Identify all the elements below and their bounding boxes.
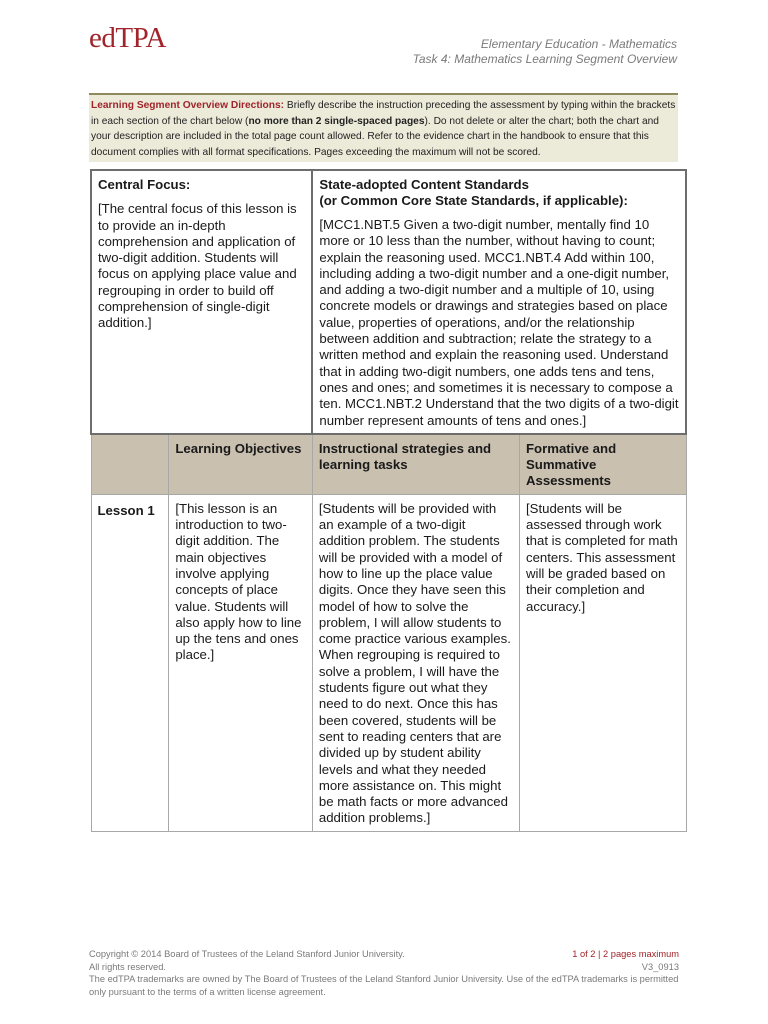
focus-standards-row [91, 170, 686, 434]
document-header [413, 37, 677, 67]
page-footer [89, 948, 679, 998]
directions-text-1: Briefly describe the instruction preceding the assessment by typing within the brackets in each section of the chart below ( [91, 100, 676, 127]
central-focus-cell[interactable] [91, 170, 312, 434]
lesson-objectives[interactable]: [This lesson is an introduction to two-digit addition. The main objectives involve applying concepts of place value. Students will also apply how to line up the tens and ones place.] [169, 494, 313, 831]
learning-segment-table [90, 169, 687, 832]
directions-box [89, 93, 678, 162]
directions-page-limit: no more than 2 single-spaced pages [248, 115, 425, 127]
central-focus-text[interactable]: [The central focus of this lesson is to provide an in-depth comprehension and application of two-digit addition. Students will focus on applying place value and regrouping in order to build off comprehension of single-digit addition.] [98, 201, 297, 331]
lesson-label: Lesson 1 [91, 494, 169, 831]
subject-title: Elementary Education - Mathematics [480, 37, 677, 51]
lesson-assessments[interactable]: [Students will be assessed through work that is completed for math centers. This assessment will be graded based on their completion and accuracy.] [519, 494, 686, 831]
edtpa-logo: edTPA [89, 22, 166, 54]
task-title: Task 4: Mathematics Learning Segment Overview [412, 52, 677, 66]
directions-label: Learning Segment Overview Directions: [91, 100, 285, 111]
standards-cell[interactable] [312, 170, 686, 434]
footer-trademark: The edTPA trademarks are owned by The Board of Trustees of the Leland Stanford Junior University. Use of the edTPA trademarks is permitted only pursuant to the terms of a written license agreement. [89, 974, 679, 997]
standards-title [319, 177, 680, 209]
table-row [91, 494, 686, 831]
header-empty-cell [91, 434, 169, 494]
central-focus-title: Central Focus: [98, 177, 191, 192]
standards-text[interactable]: [MCC1.NBT.5 Given a two-digit number, mentally find 10 more or 10 less than the number, without having to count; explain the reasoning used. MCC1.NBT.4 Add within 100, including adding a two-digit number and a one-digit number, and adding a two-digit number and a multiple of 10, using concrete models or drawings and strategies based on place value, properties of operations, and/or the relationship between addition and subtraction; relate the strategy to a written method and explain the reasoning used. Understand that in adding two-digit numbers, one adds tens and tens, ones and ones; and sometimes it is necessary to compose a ten. MCC1.NBT.2 Understand that the two digits of a two-digit number represent amounts of tens and ones.] [319, 217, 679, 428]
directions-text-2: ). Do not delete or alter the chart; both the chart and your description are included in the total page count allowed. Refer to the evidence chart in the handbook to ensure that this document complies with all format specifications. Pages exceeding the maximum will not be scored. [91, 115, 659, 158]
lesson-strategies[interactable]: [Students will be provided with an example of a two-digit addition problem. The students will be provided with a model of how to line up the place value digits. Once they have seen this model of how to solve the problem, I will allow students to come practice various examples. When regrouping is required to solve a problem, I will have the students figure out what they need to do next. Once this has been covered, students will be sent to reading centers that are divided up by student ability levels and what they needed more assistance on. This might be math facts or more advanced addition problems.] [312, 494, 519, 831]
page-count: 1 of 2 | 2 pages maximum [572, 949, 679, 959]
header-assessments: Formative and Summative Assessments [519, 434, 686, 494]
column-header-row [91, 434, 686, 494]
footer-rights: All rights reserved. [89, 961, 166, 972]
header-objectives: Learning Objectives [169, 434, 313, 494]
standards-title-line1: State-adopted Content Standards [319, 177, 529, 192]
standards-title-line2: (or Common Core State Standards, if applicable): [319, 193, 628, 208]
header-strategies: Instructional strategies and learning tasks [312, 434, 519, 494]
footer-copyright: Copyright © 2014 Board of Trustees of the Leland Stanford Junior University. [89, 949, 405, 959]
version-label: V3_0913 [641, 961, 679, 972]
footer-page-info [572, 948, 679, 973]
